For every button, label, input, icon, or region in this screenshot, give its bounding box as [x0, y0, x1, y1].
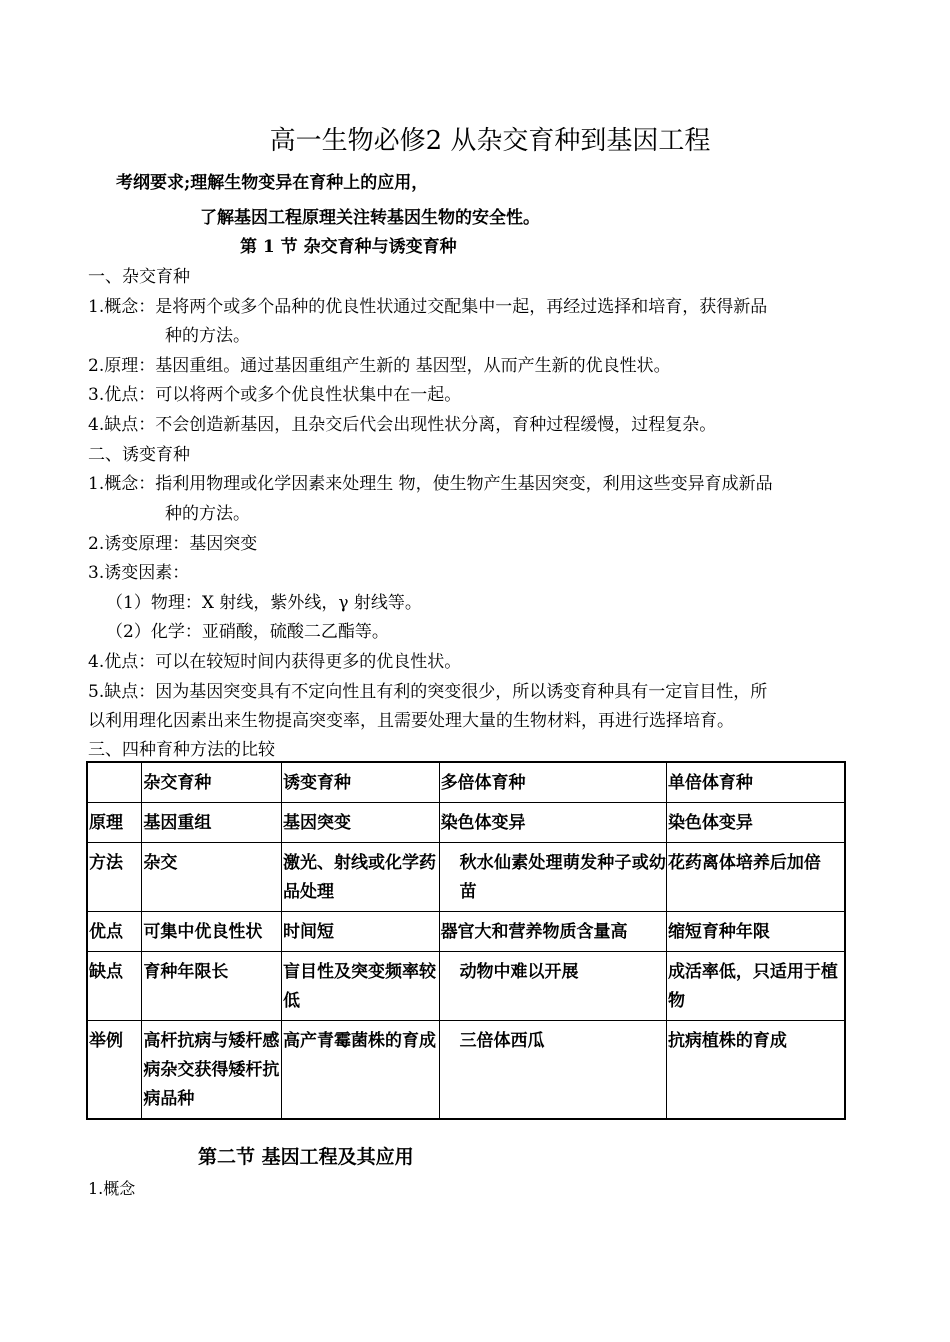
table-cell: 可集中优良性状 [142, 912, 282, 952]
table-cell: 基因突变 [281, 803, 439, 843]
table-row [87, 1021, 845, 1120]
table-cell: 高产青霉菌株的育成 [281, 1021, 439, 1120]
part-2-concept: 1.概念：指利用物理或化学因素来处理生 物，使生物产生基因突变，利用这些变异育成新品 [88, 474, 773, 494]
section-2-heading: 第二节 基因工程及其应用 [198, 1146, 414, 1168]
part-1-concept: 1.概念：是将两个或多个品种的优良性状通过交配集中一起，再经过选择和培育，获得新品 [88, 297, 768, 317]
part-2-chemical: （2）化学：亚硝酸，硫酸二乙酯等。 [106, 622, 389, 642]
page-title: 高一生物必修2 从杂交育种到基因工程 [269, 126, 711, 156]
table-cell: 染色体变异 [666, 803, 845, 843]
part-1-heading: 一、杂交育种 [88, 267, 190, 287]
table-cell: 多倍体育种 [439, 762, 666, 803]
section-1-heading: 第 1 节 杂交育种与诱变育种 [240, 237, 457, 257]
table-header-row [87, 762, 845, 803]
table-row [87, 952, 845, 1021]
table-row [87, 912, 845, 952]
part-1-advantage: 3.优点：可以将两个或多个优良性状集中在一起。 [88, 385, 462, 405]
table-cell: 激光、射线或化学药品处理 [281, 843, 439, 912]
table-cell: 杂交 [142, 843, 282, 912]
part-2-principle: 2.诱变原理：基因突变 [88, 534, 258, 554]
part-3-heading: 三、四种育种方法的比较 [88, 740, 275, 760]
requirements-line-1: 考纲要求;理解生物变异在育种上的应用， [116, 173, 429, 193]
table-cell: 时间短 [281, 912, 439, 952]
table-cell: 动物中难以开展 [439, 952, 666, 1021]
table-cell: 诱变育种 [281, 762, 439, 803]
table-cell: 三倍体西瓜 [439, 1021, 666, 1120]
table-cell: 盲目性及突变频率较低 [281, 952, 439, 1021]
table-cell: 高杆抗病与矮杆感病杂交获得矮杆抗病品种 [142, 1021, 282, 1120]
part-2-disadvantage-cont: 以利用理化因素出来生物提高突变率，且需要处理大量的生物材料，再进行选择培育。 [88, 711, 734, 731]
table-cell [87, 762, 142, 803]
table-row [87, 843, 845, 912]
table-cell: 单倍体育种 [666, 762, 845, 803]
table-cell: 缺点 [87, 952, 142, 1021]
table-cell: 秋水仙素处理萌发种子或幼苗 [439, 843, 666, 912]
table-cell: 染色体变异 [439, 803, 666, 843]
table-cell: 杂交育种 [142, 762, 282, 803]
table-cell: 原理 [87, 803, 142, 843]
part-2-advantage: 4.优点：可以在较短时间内获得更多的优良性状。 [88, 652, 462, 672]
breeding-comparison-table [86, 761, 846, 1120]
part-1-principle: 2.原理：基因重组。通过基因重组产生新的 基因型，从而产生新的优良性状。 [88, 356, 671, 376]
table-cell: 器官大和营养物质含量高 [439, 912, 666, 952]
part-2-heading: 二、诱变育种 [88, 445, 190, 465]
part-2-disadvantage: 5.缺点：因为基因突变具有不定向性且有利的突变很少，所以诱变育种具有一定盲目性，所 [88, 682, 768, 702]
part-2-physical: （1）物理：X 射线，紫外线，γ 射线等。 [106, 593, 422, 613]
section-2-concept: 1.概念 [88, 1179, 136, 1198]
table-cell: 优点 [87, 912, 142, 952]
table-cell: 方法 [87, 843, 142, 912]
table-cell: 花药离体培养后加倍 [666, 843, 845, 912]
table-cell: 缩短育种年限 [666, 912, 845, 952]
requirements-line-2: 了解基因工程原理关注转基因生物的安全性。 [200, 208, 540, 228]
part-2-concept-cont: 种的方法。 [165, 504, 250, 524]
part-2-factors: 3.诱变因素： [88, 563, 190, 583]
table-cell: 育种年限长 [142, 952, 282, 1021]
table-cell: 成活率低，只适用于植物 [666, 952, 845, 1021]
table-row [87, 803, 845, 843]
part-1-concept-cont: 种的方法。 [165, 326, 250, 346]
part-1-disadvantage: 4.缺点：不会创造新基因，且杂交后代会出现性状分离，育种过程缓慢，过程复杂。 [88, 415, 717, 435]
table-cell: 抗病植株的育成 [666, 1021, 845, 1120]
table-cell: 举例 [87, 1021, 142, 1120]
table-cell: 基因重组 [142, 803, 282, 843]
